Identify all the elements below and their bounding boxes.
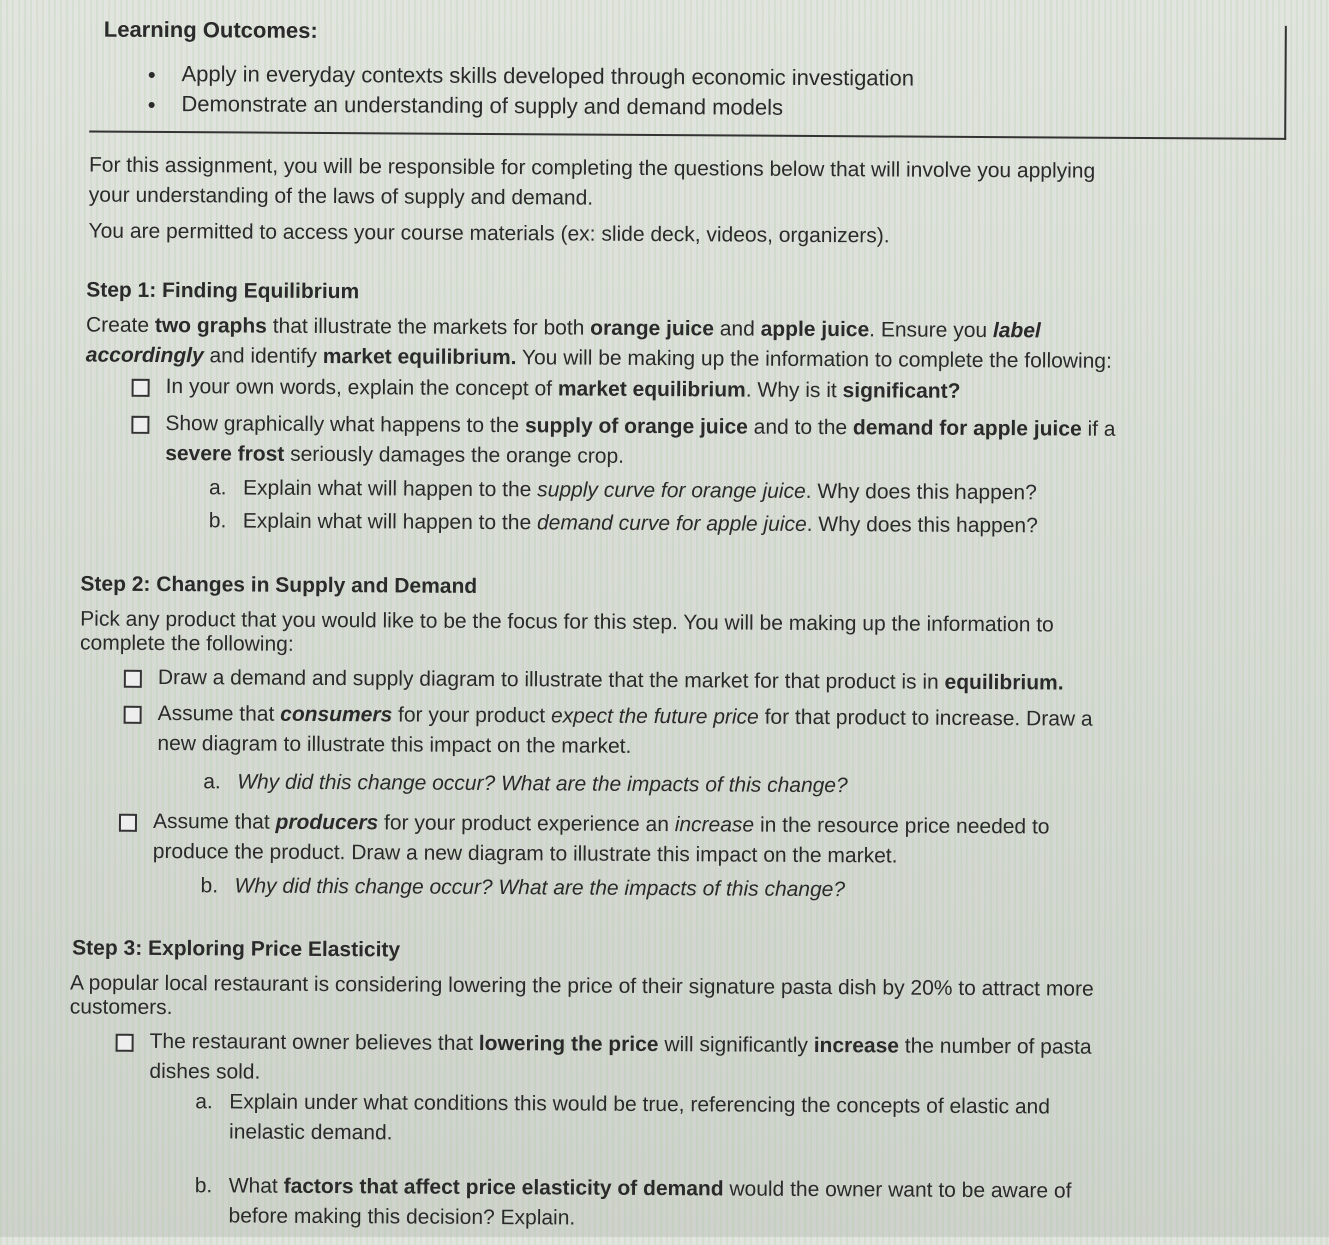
step2-sub-a: a. Why did this change occur? What are the impacts of this change? bbox=[203, 770, 848, 798]
learning-outcome-item: ● Demonstrate an understanding of supply and demand models bbox=[149, 89, 914, 124]
step3-paragraph-line-1: A popular local restaurant is considering lowering the price of their signature pasta dish by 20% to attract more bbox=[69, 971, 1094, 1001]
checkbox[interactable] bbox=[131, 416, 149, 434]
checkbox[interactable] bbox=[119, 814, 137, 832]
step1-paragraph-line-2: accordingly and identify market equilibrium. You will be making up the information to complete the following: bbox=[85, 343, 1112, 373]
step2-checklist-item-3: Assume that producers for your product experience an increase in the resource price needed to produce the product. Draw a new diagram to illustrate this impact on the market. bbox=[153, 807, 1263, 874]
step1-paragraph-line-1: Create two graphs that illustrate the markets for both orange juice and apple juice. Ensure you label bbox=[85, 313, 1041, 343]
step3-sub-b: b. What factors that affect price elasticity of demand would the owner want to be aware of before making this decision? Explain. bbox=[194, 1174, 1072, 1230]
step3-sub-a: a. Explain under what conditions this would be true, referencing the concepts of elastic and inelastic demand. bbox=[195, 1090, 1050, 1145]
intro-line-3: You are permitted to access your course materials (ex: slide deck, videos, organizers). bbox=[88, 219, 890, 248]
step2-title: Step 2: Changes in Supply and Demand bbox=[80, 572, 478, 598]
step1-checklist-item-2: Show graphically what happens to the supply of orange juice and to the demand for apple juice if a severe frost seriously damages the orange crop. bbox=[165, 409, 1275, 476]
step2-paragraph-line-1: Pick any product that you would like to be the focus for this step. You will be making up the information to bbox=[80, 607, 1054, 637]
step3-title: Step 3: Exploring Price Elasticity bbox=[72, 936, 401, 962]
step1-title: Step 1: Finding Equilibrium bbox=[86, 278, 360, 304]
checkbox[interactable] bbox=[124, 706, 142, 724]
step3-checklist-item-1: The restaurant owner believes that lowering the price will significantly increase the number of pasta dishes sold. bbox=[149, 1027, 1259, 1094]
step2-checklist-item-1: Draw a demand and supply diagram to illustrate that the market for that product is in equilibrium. bbox=[158, 663, 1064, 699]
learning-outcome-item: ● Apply in everyday contexts skills developed through economic investigation bbox=[149, 59, 914, 94]
step1-checklist-item-1: In your own words, explain the concept of market equilibrium. Why is it significant? bbox=[166, 372, 961, 407]
step3-paragraph-line-2: customers. bbox=[69, 995, 173, 1020]
step1-sub-a: a. Explain what will happen to the supply curve for orange juice. Why does this happen? bbox=[208, 476, 1037, 505]
step2-checklist-item-2: Assume that consumers for your product expect the future price for that product to increase. Draw a new diagram to illustrate this impact on the market. bbox=[157, 699, 1267, 766]
step1-sub-b: b. Explain what will happen to the demand curve for apple juice. Why does this happen? bbox=[208, 509, 1038, 538]
step2-sub-b: b. Why did this change occur? What are the impacts of this change? bbox=[200, 874, 846, 902]
intro-line-1: For this assignment, you will be responsible for completing the questions below that will involve you applying bbox=[88, 153, 1096, 183]
intro-line-2: your understanding of the laws of supply and demand. bbox=[88, 183, 594, 210]
learning-outcomes-list bbox=[149, 59, 914, 124]
checkbox[interactable] bbox=[132, 379, 150, 397]
step2-paragraph-line-2: complete the following: bbox=[80, 631, 294, 656]
checkbox[interactable] bbox=[116, 1034, 134, 1052]
checkbox[interactable] bbox=[124, 670, 142, 688]
learning-outcomes-title: Learning Outcomes: bbox=[103, 16, 318, 43]
